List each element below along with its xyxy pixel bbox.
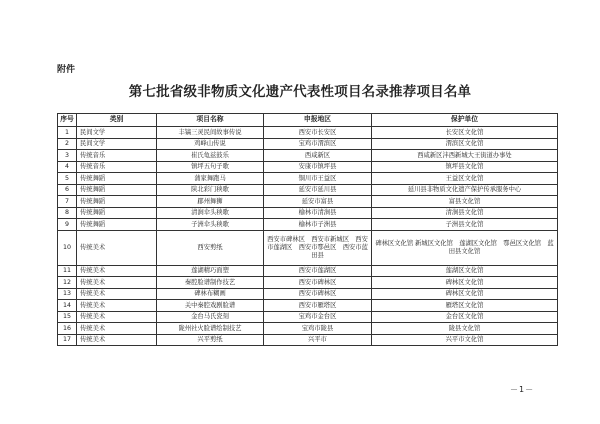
cell-region: 兴平市 xyxy=(264,334,372,346)
table-row xyxy=(58,323,558,335)
cell-project-name: 莲湖精巧面塑 xyxy=(157,265,264,277)
cell-protection-unit: 富县文化馆 xyxy=(372,196,558,208)
cell-project-name: 清涧伞头秧歌 xyxy=(157,207,264,219)
cell-category: 传统舞蹈 xyxy=(77,219,157,231)
cell-no: 11 xyxy=(58,265,77,277)
cell-region: 宝鸡市渭滨区 xyxy=(264,138,372,150)
page-number: －1－ xyxy=(510,385,535,394)
cell-protection-unit: 碑林区文化馆 xyxy=(372,277,558,289)
cell-protection-unit: 清涧县文化馆 xyxy=(372,207,558,219)
cell-region: 榆林市子洲县 xyxy=(264,219,372,231)
table-row xyxy=(58,173,558,185)
header-project-name: 项目名称 xyxy=(157,114,264,127)
cell-category: 传统舞蹈 xyxy=(77,196,157,208)
cell-no: 2 xyxy=(58,138,77,150)
cell-protection-unit: 雁塔区文化馆 xyxy=(372,300,558,312)
cell-no: 16 xyxy=(58,323,77,335)
cell-project-name: 兴平剪纸 xyxy=(157,334,264,346)
cell-project-name: 丰镐三灵民间故事传说 xyxy=(157,127,264,139)
cell-no: 15 xyxy=(58,311,77,323)
cell-category: 传统美术 xyxy=(77,334,157,346)
table-row xyxy=(58,334,558,346)
table-row xyxy=(58,230,558,265)
cell-no: 13 xyxy=(58,288,77,300)
table-row xyxy=(58,300,558,312)
cell-category: 传统音乐 xyxy=(77,150,157,162)
cell-protection-unit: 延川县非物质文化遗产保护传承服务中心 xyxy=(372,184,558,196)
cell-project-name: 碑林布糊画 xyxy=(157,288,264,300)
cell-no: 1 xyxy=(58,127,77,139)
cell-project-name: 金台马氏瓷刻 xyxy=(157,311,264,323)
cell-region: 西咸新区 xyxy=(264,150,372,162)
cell-no: 6 xyxy=(58,184,77,196)
cell-category: 传统舞蹈 xyxy=(77,184,157,196)
cell-no: 9 xyxy=(58,219,77,231)
cell-protection-unit: 金台区文化馆 xyxy=(372,311,558,323)
cell-no: 8 xyxy=(58,207,77,219)
cell-protection-unit: 兴平市文化馆 xyxy=(372,334,558,346)
cell-category: 传统美术 xyxy=(77,300,157,312)
cell-no: 3 xyxy=(58,150,77,162)
table-row xyxy=(58,311,558,323)
cell-project-name: 鸡峰山传说 xyxy=(157,138,264,150)
cell-region: 铜川市王益区 xyxy=(264,173,372,185)
cell-protection-unit: 碑林区文化馆 新城区文化馆 莲湖区文化馆 鄠邑区文化馆 蓝田县文化馆 xyxy=(372,230,558,265)
cell-category: 传统美术 xyxy=(77,323,157,335)
cell-region: 西安市碑林区 xyxy=(264,277,372,289)
cell-project-name: 关中秦腔戏剧脸谱 xyxy=(157,300,264,312)
table-row xyxy=(58,288,558,300)
header-category: 类别 xyxy=(77,114,157,127)
table-row xyxy=(58,207,558,219)
cell-category: 传统舞蹈 xyxy=(77,173,157,185)
cell-no: 4 xyxy=(58,161,77,173)
cell-category: 民间文学 xyxy=(77,138,157,150)
cell-no: 5 xyxy=(58,173,77,185)
cell-category: 民间文学 xyxy=(77,127,157,139)
cell-project-name: 郿州舞狮 xyxy=(157,196,264,208)
cell-project-name: 镇坪五句子歌 xyxy=(157,161,264,173)
table-row xyxy=(58,265,558,277)
cell-region: 榆林市清涧县 xyxy=(264,207,372,219)
attachment-label: 附件 xyxy=(57,65,76,75)
cell-protection-unit: 镇坪县文化馆 xyxy=(372,161,558,173)
cell-region: 延安市延川县 xyxy=(264,184,372,196)
cell-category: 传统美术 xyxy=(77,230,157,265)
cell-protection-unit: 碑林区文化馆 xyxy=(372,288,558,300)
cell-protection-unit: 陇县文化馆 xyxy=(372,323,558,335)
recommended-projects-table xyxy=(57,113,558,346)
table-row xyxy=(58,277,558,289)
table-row xyxy=(58,184,558,196)
cell-protection-unit: 王益区文化馆 xyxy=(372,173,558,185)
cell-region: 宝鸡市金台区 xyxy=(264,311,372,323)
cell-project-name: 蒲家舞跑马 xyxy=(157,173,264,185)
cell-region: 延安市富县 xyxy=(264,196,372,208)
cell-category: 传统美术 xyxy=(77,265,157,277)
cell-category: 传统美术 xyxy=(77,277,157,289)
cell-no: 14 xyxy=(58,300,77,312)
table-row xyxy=(58,196,558,208)
cell-no: 10 xyxy=(58,230,77,265)
cell-region: 宝鸡市陇县 xyxy=(264,323,372,335)
header-region: 申报地区 xyxy=(264,114,372,127)
cell-no: 17 xyxy=(58,334,77,346)
cell-project-name: 陇州社火脸谱绘制技艺 xyxy=(157,323,264,335)
cell-category: 传统美术 xyxy=(77,288,157,300)
cell-region: 西安市莲湖区 xyxy=(264,265,372,277)
header-protection-unit: 保护单位 xyxy=(372,114,558,127)
cell-protection-unit: 长安区文化馆 xyxy=(372,127,558,139)
cell-project-name: 西安剪纸 xyxy=(157,230,264,265)
cell-region: 西安市长安区 xyxy=(264,127,372,139)
cell-project-name: 陕北彩门秧歌 xyxy=(157,184,264,196)
cell-no: 7 xyxy=(58,196,77,208)
cell-protection-unit: 子洲县文化馆 xyxy=(372,219,558,231)
cell-protection-unit: 西咸新区沣西新城大王街道办事处 xyxy=(372,150,558,162)
cell-protection-unit: 渭滨区文化馆 xyxy=(372,138,558,150)
cell-region: 安康市镇坪县 xyxy=(264,161,372,173)
cell-project-name: 崔氏龟兹鼓乐 xyxy=(157,150,264,162)
cell-region: 西安市碑林区 西安市新城区 西安市莲湖区 西安市鄠邑区 西安市蓝田县 xyxy=(264,230,372,265)
table-row xyxy=(58,127,558,139)
table-row xyxy=(58,161,558,173)
header-no: 序号 xyxy=(58,114,77,127)
cell-category: 传统音乐 xyxy=(77,161,157,173)
cell-protection-unit: 莲湖区文化馆 xyxy=(372,265,558,277)
document-title: 第七批省级非物质文化遗产代表性项目名录推荐项目名单 xyxy=(128,84,472,100)
table-header-row xyxy=(58,114,558,127)
table-row xyxy=(58,138,558,150)
cell-no: 12 xyxy=(58,277,77,289)
cell-category: 传统美术 xyxy=(77,311,157,323)
cell-project-name: 秦腔脸谱制作技艺 xyxy=(157,277,264,289)
cell-category: 传统舞蹈 xyxy=(77,207,157,219)
cell-project-name: 子洲伞头秧歌 xyxy=(157,219,264,231)
cell-region: 西安市雁塔区 xyxy=(264,300,372,312)
table-row xyxy=(58,150,558,162)
table-row xyxy=(58,219,558,231)
cell-region: 西安市碑林区 xyxy=(264,288,372,300)
